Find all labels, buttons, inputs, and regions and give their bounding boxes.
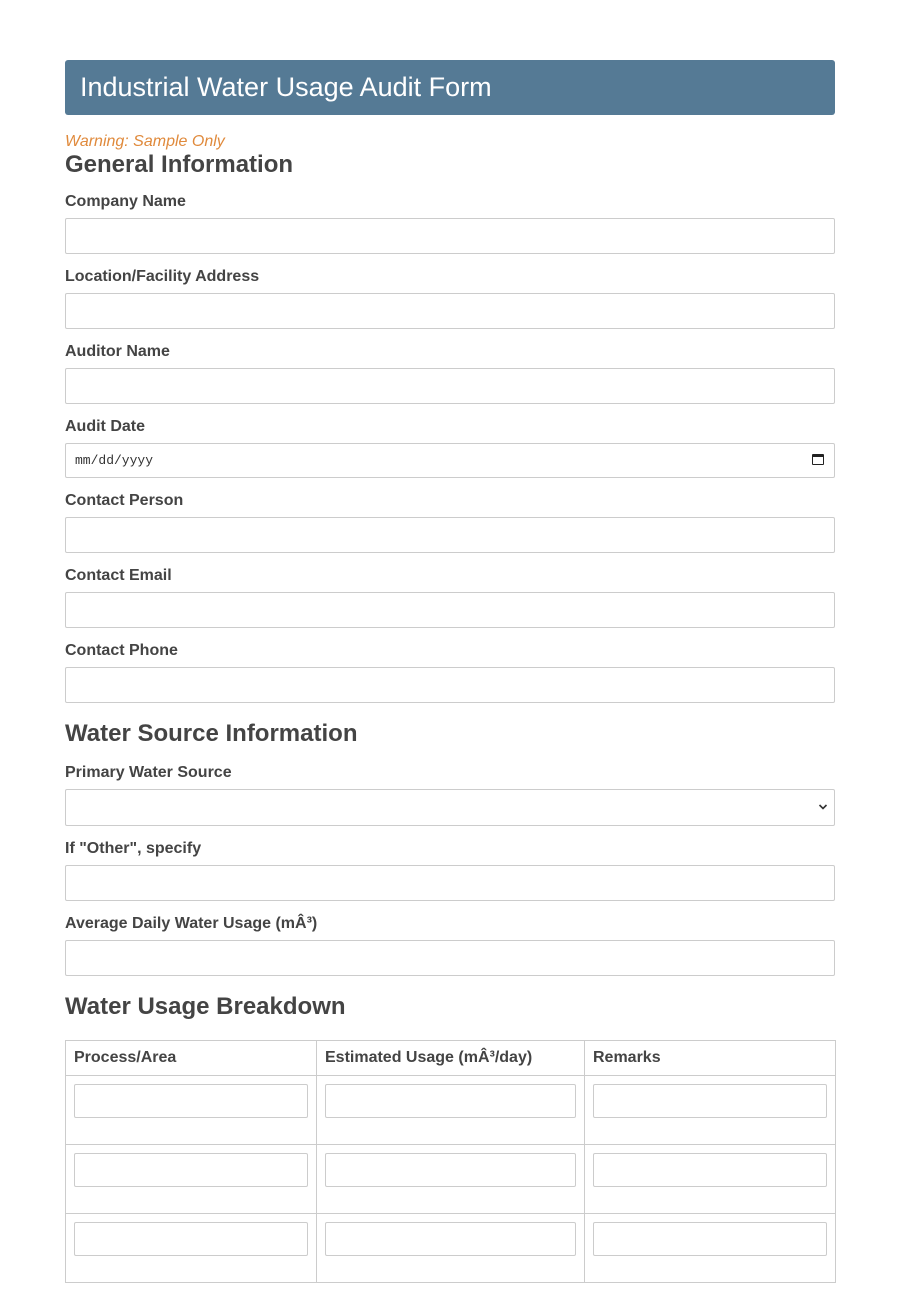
section-heading-water-source: Water Source Information: [65, 720, 358, 747]
contact-email-field: [65, 566, 835, 628]
company-name-field: [65, 192, 835, 254]
contact-person-input[interactable]: [65, 517, 835, 553]
estimated-usage-input[interactable]: [325, 1222, 576, 1256]
audit-date-placeholder: mm/dd/yyyy: [75, 453, 154, 468]
company-name-input[interactable]: [65, 218, 835, 254]
contact-phone-label: Contact Phone: [65, 642, 178, 659]
table-cell: [317, 1145, 585, 1214]
usage-breakdown-table: [65, 1040, 836, 1283]
table-cell: [66, 1145, 317, 1214]
other-source-input[interactable]: [65, 865, 835, 901]
contact-person-label: Contact Person: [65, 492, 184, 509]
form-container: [65, 60, 835, 1283]
process-area-input[interactable]: [74, 1153, 308, 1187]
contact-phone-field: [65, 641, 835, 703]
remarks-input[interactable]: [593, 1084, 827, 1118]
process-area-input[interactable]: [74, 1222, 308, 1256]
section-heading-general: General Information: [65, 151, 294, 178]
column-header: Process/Area: [66, 1041, 317, 1076]
other-source-field: [65, 839, 835, 901]
chevron-down-icon: [818, 802, 828, 812]
form-title: Industrial Water Usage Audit Form: [80, 72, 492, 102]
remarks-input[interactable]: [593, 1222, 827, 1256]
table-row: [66, 1145, 836, 1214]
form-header: [65, 60, 835, 115]
estimated-usage-input[interactable]: [325, 1153, 576, 1187]
other-source-label: If "Other", specify: [65, 840, 202, 857]
primary-source-field: [65, 763, 835, 826]
company-name-label: Company Name: [65, 193, 186, 210]
table-row: [66, 1214, 836, 1283]
auditor-field: [65, 342, 835, 404]
remarks-input[interactable]: [593, 1153, 827, 1187]
contact-phone-input[interactable]: [65, 667, 835, 703]
audit-date-label: Audit Date: [65, 418, 145, 435]
table-header-row: [66, 1041, 836, 1076]
process-area-input[interactable]: [74, 1084, 308, 1118]
estimated-usage-input[interactable]: [325, 1084, 576, 1118]
audit-date-field: [65, 417, 835, 478]
calendar-icon[interactable]: [812, 454, 824, 465]
column-header: Remarks: [585, 1041, 836, 1076]
avg-usage-field: [65, 914, 835, 976]
primary-source-select[interactable]: [65, 789, 835, 826]
column-header: Estimated Usage (mÂ³/day): [317, 1041, 585, 1076]
avg-usage-input[interactable]: [65, 940, 835, 976]
contact-email-input[interactable]: [65, 592, 835, 628]
table-cell: [317, 1076, 585, 1145]
auditor-label: Auditor Name: [65, 343, 170, 360]
section-heading-breakdown: Water Usage Breakdown: [65, 993, 346, 1020]
table-cell: [66, 1214, 317, 1283]
table-cell: [585, 1214, 836, 1283]
contact-email-label: Contact Email: [65, 567, 172, 584]
avg-usage-label: Average Daily Water Usage (mÂ³): [65, 915, 318, 932]
table-cell: [66, 1076, 317, 1145]
warning-text: Warning: Sample Only: [65, 133, 225, 150]
address-input[interactable]: [65, 293, 835, 329]
auditor-input[interactable]: [65, 368, 835, 404]
contact-person-field: [65, 491, 835, 553]
address-field: [65, 267, 835, 329]
table-cell: [585, 1145, 836, 1214]
table-row: [66, 1076, 836, 1145]
table-cell: [317, 1214, 585, 1283]
primary-source-label: Primary Water Source: [65, 764, 232, 781]
address-label: Location/Facility Address: [65, 268, 260, 285]
audit-date-input[interactable]: [65, 443, 835, 478]
table-cell: [585, 1076, 836, 1145]
